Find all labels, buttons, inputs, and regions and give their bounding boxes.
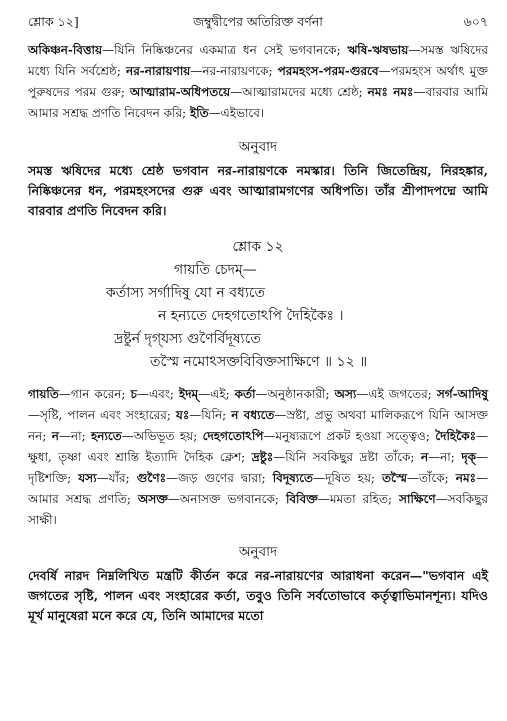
synonym-meaning: —সমস্ত ঋষিদের মধ্যে যিনি সর্বশ্রেষ্ঠ;: [28, 43, 488, 78]
synonym-meaning: —আমার সশ্রদ্ধ প্রণতি;: [28, 471, 489, 506]
synonym-term: পরমহংস-পরম-গুরবে: [277, 64, 379, 78]
synonym-meaning: —গান করেন;: [58, 387, 131, 401]
translation-heading-1: অনুবাদ: [238, 139, 278, 155]
synonym-meaning: —আত্মারামদের মধ্যে শ্রেষ্ঠ;: [230, 85, 368, 99]
synonym-term: বিবিক্ত: [285, 492, 318, 506]
synonym-meaning: —মমতা রহিত;: [317, 492, 400, 506]
synonym-meaning: —মনুষ্যরূপে প্রকট হওয়া সত্ত্বেও;: [263, 429, 436, 443]
page-number: ৬০৭: [463, 14, 488, 29]
synonym-term: নর-নারায়ণায়: [126, 64, 191, 78]
synonym-meaning: —পরমহংস অর্থাৎ মুক্ত পুরুষদের পরম গুরু;: [28, 64, 488, 99]
synonym-meaning: —এইভাবে।: [208, 106, 265, 120]
synonyms-section-2: [28, 384, 488, 531]
translation-heading-2: অনুবাদ: [238, 544, 278, 560]
synonym-meaning: —অভিভূত হয়;: [121, 429, 203, 443]
synonym-term: তস্মৈ: [382, 471, 407, 485]
synonym-meaning: —যিনি সবকিছুর দ্রষ্টা তাঁকে;: [273, 450, 421, 464]
synonym-term: অস্য: [334, 387, 357, 401]
synonym-term: ইতি: [189, 106, 209, 120]
verse-line: গায়তি চেদম্—: [174, 262, 257, 278]
book-page: [28, 8, 488, 626]
synonym-meaning: —নর-নারায়ণকে;: [190, 64, 278, 78]
synonym-meaning: —এবং;: [136, 387, 179, 401]
synonym-meaning: —অনাসক্ত ভগবানকে;: [167, 492, 286, 506]
synonym-term: অসক্ত: [137, 492, 168, 506]
synonym-term: অকিঞ্চন-বিত্তায়: [28, 43, 103, 57]
synonym-meaning: —দৃষ্টিশক্তি;: [28, 450, 489, 485]
synonym-term: আত্মারাম-অধিপতয়ে: [129, 85, 231, 99]
synonym-term: ন বধ্যতে: [231, 408, 275, 422]
verse-line: কর্তাস্য সর্গাদিষু যো ন বধ্যতে: [106, 285, 266, 301]
synonym-term: ন: [51, 429, 59, 443]
verse-line: তস্মৈ নমোঽসক্তবিবিক্তসাক্ষিণে ॥ ১২ ॥: [150, 354, 368, 370]
synonym-meaning: —দূষিত হয়;: [313, 471, 383, 485]
synonym-term: গায়তি: [28, 387, 59, 401]
synonym-term: দৈহিকৈঃ: [435, 429, 477, 443]
synonym-term: ন: [420, 450, 429, 464]
synonym-term: নমঃ: [455, 471, 477, 485]
synonym-meaning: —যিনি;: [189, 408, 232, 422]
synonym-term: চ: [130, 387, 137, 401]
synonym-term: ইদম্: [178, 387, 199, 401]
synonym-meaning: —এই জগতের;: [356, 387, 437, 401]
synonym-meaning: —না;: [58, 429, 91, 443]
synonym-term: সাক্ষিণে: [399, 492, 436, 506]
translation-2: দেবর্ষি নারদ নিম্নলিখিত মন্ত্রটি কীর্তন করে নর-নারায়ণের আরাধনা করেন—"ভগবান এই জগতের সৃষ্টি, পালন এবং সংহারের কর্তা, তবুও তিনি সর্বতোভাবে কর্তৃত্বাভিমানশূন্য। যদিও মূর্খ মানুষেরা মনে করে যে, তিনি আমাদের মতো: [28, 568, 488, 623]
synonym-meaning: —যিনি নিষ্কিঞ্চনের একমাত্র ধন সেই ভগবানকে;: [102, 43, 348, 57]
chapter-title: জম্বুদ্বীপের অতিরিক্ত বর্ণনা: [193, 14, 323, 29]
verse-label: শ্লোক ১২: [232, 239, 284, 255]
synonym-meaning: —স্রষ্টা, প্রভু অথবা মালিকরূপে যিনি আসক্ত নন;: [28, 408, 488, 443]
synonym-term: দেহগতোঽপি: [202, 429, 264, 443]
synonym-meaning: —বারবার আমি আমার সশ্রদ্ধ প্রণতি নিবেদন করি;: [28, 85, 488, 120]
synonym-term: গুণৈঃ: [136, 471, 167, 485]
synonym-meaning: —সবকিছুর সাক্ষী।: [28, 492, 488, 527]
synonyms-section-1: [28, 40, 488, 124]
synonym-term: দ্রষ্টুঃ: [251, 450, 274, 464]
synonym-meaning: —অনুষ্ঠানকারী;: [255, 387, 335, 401]
synonym-term: সর্গ-আদিষু: [436, 387, 488, 401]
sanskrit-verse: [28, 259, 488, 374]
synonym-term: যঃ: [175, 408, 190, 422]
synonym-term: বিদূষ্যতে: [272, 471, 314, 485]
synonym-meaning: —ক্ষুধা, তৃষ্ণা এবং শ্রান্তি ইত্যাদি দৈহিক ক্লেশ;: [28, 429, 489, 464]
synonym-term: নমঃ নমঃ: [367, 85, 414, 99]
synonym-meaning: —সৃষ্টি, পালন এবং সংহারের;: [28, 408, 176, 422]
page-header: [28, 8, 488, 30]
synonym-term: হন্যতে: [90, 429, 122, 443]
synonym-meaning: —এই;: [198, 387, 235, 401]
synonym-term: দৃক্: [461, 450, 477, 464]
synonym-meaning: —না;: [428, 450, 462, 464]
verse-line: দ্রষ্টুর্ন দৃগ্‌যস্য গুণৈর্বিদূষ্যতে: [114, 331, 261, 347]
verse-line: ন হন্যতে দেহগতোঽপি দৈহিকৈঃ ।: [158, 308, 344, 324]
verse-reference: শ্লোক ১২]: [28, 14, 79, 29]
synonym-term: যস্য: [78, 471, 97, 485]
synonym-term: কর্তা: [234, 387, 256, 401]
synonym-meaning: —যাঁর;: [96, 471, 137, 485]
synonym-term: ঋষি-ঋষভায়: [347, 43, 409, 57]
synonym-meaning: —জড় গুণের দ্বারা;: [166, 471, 273, 485]
translation-1: সমস্ত ঋষিদের মধ্যে শ্রেষ্ঠ ভগবান নর-নারায়ণকে নমস্কার। তিনি জিতেন্দ্রিয়, নিরহঙ্কার, নিষ্কিঞ্চনের ধন, পরমহংসদের গুরু এবং আত্মারামগণের অধিপতি। তাঁর শ্রীপাদপদ্মে আমি বারবার প্রণতি নিবেদন করি।: [28, 163, 488, 218]
synonym-meaning: —তাঁকে;: [406, 471, 456, 485]
